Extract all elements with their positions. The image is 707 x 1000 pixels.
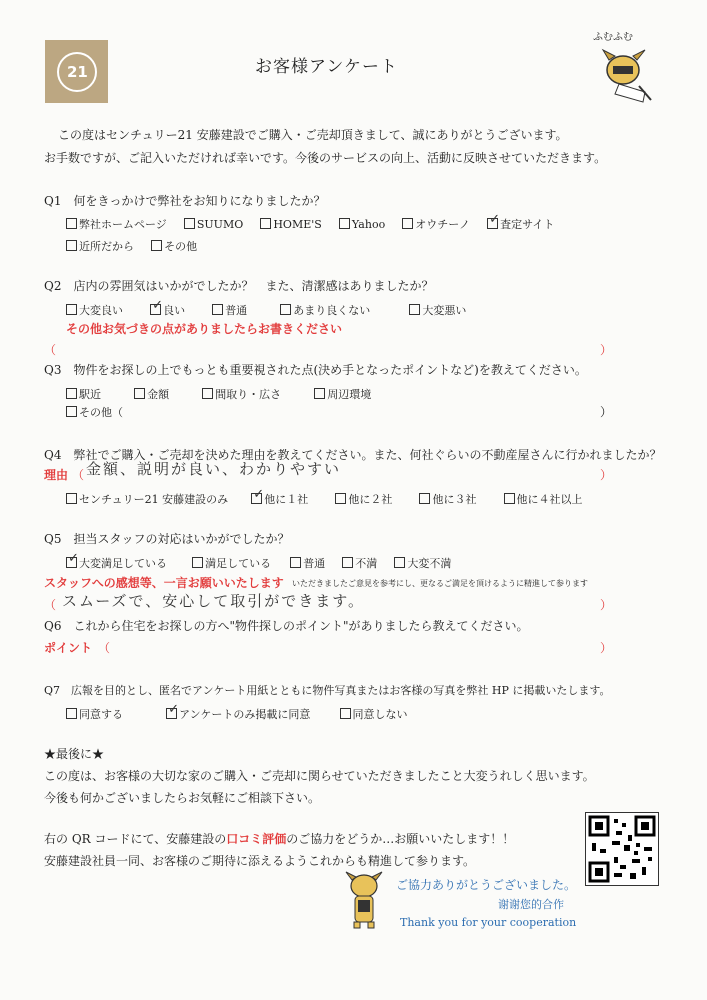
checkbox-checked[interactable]: [150, 304, 161, 315]
checkbox[interactable]: [134, 388, 145, 399]
checkbox[interactable]: [66, 388, 77, 399]
q4-options: [66, 488, 595, 507]
q5-option-satisfied[interactable]: 満足している: [192, 555, 271, 571]
logo-text: 21: [67, 63, 88, 81]
q5-note: スタッフへの感想等、一言お願いいたします: [44, 576, 284, 590]
q5-label: Q5 担当スタッフの対応はいかがでしたか？: [44, 532, 290, 546]
q5-answer[interactable]: スムーズで、安心して取引ができます。: [62, 592, 366, 610]
closing-line-1: この度は、お客様の大切な家のご購入・ご売却に関らせていただきましたこと大変うれしく思います。: [44, 769, 595, 783]
qr-line-1c: のご協力をどうか…お願いいたします！！: [286, 832, 515, 846]
qr-line-1a: 右の QR コードにて、安藤建設の: [44, 832, 227, 846]
q5-option-very-satisfied[interactable]: ✓大変満足している: [66, 555, 167, 571]
q6-note: ポイント: [44, 641, 93, 655]
checkbox[interactable]: [66, 493, 77, 504]
q3-option-station[interactable]: 駅近: [66, 386, 101, 402]
thanks-english: Thank you for your cooperation: [400, 916, 577, 929]
q3-option-other[interactable]: その他（: [66, 404, 123, 420]
q1-option-homes[interactable]: HOME'S: [260, 218, 321, 231]
checkbox[interactable]: [66, 304, 77, 315]
q6-comment-field[interactable]: [112, 641, 598, 655]
checkbox[interactable]: [339, 218, 350, 229]
q4-option-only-us[interactable]: センチュリー21 安藤建設のみ: [66, 491, 228, 507]
q4-close-paren: ）: [600, 468, 613, 482]
q7-label: Q7 広報を目的とし、匿名でアンケート用紙とともに物件写真またはお客様の写真を弊社 HP に掲載いたします。: [44, 684, 611, 697]
q2-comment-field[interactable]: [60, 343, 600, 357]
checkbox[interactable]: [151, 240, 162, 251]
intro-line-1: この度はセンチュリー21 安藤建設でご購入・ご売却頂きまして、誠にありがとうございます。: [58, 128, 568, 142]
q2-note: その他お気づきの点がありましたらお書きください: [66, 322, 343, 336]
q3-option-layout[interactable]: 間取り・広さ: [202, 386, 281, 402]
q7-option-survey-only[interactable]: ✓ アンケートのみ掲載に同意: [166, 706, 310, 722]
checkbox-checked[interactable]: [166, 708, 177, 719]
q4-option-4plus[interactable]: 他に４社以上: [504, 491, 583, 507]
q5-option-normal[interactable]: 普通: [290, 555, 325, 571]
q4-option-2[interactable]: 他に２社: [335, 491, 392, 507]
q4-option-1[interactable]: ✓ 他に１社: [251, 491, 308, 507]
q1-option-other[interactable]: その他: [151, 238, 197, 254]
checkbox[interactable]: [290, 557, 301, 568]
checkbox[interactable]: [66, 240, 77, 251]
checkbox[interactable]: [202, 388, 213, 399]
checkbox[interactable]: [335, 493, 346, 504]
q2-options: [66, 299, 478, 318]
checkbox[interactable]: [340, 708, 351, 719]
q5-note-small: いただきましたご意見を参考にし、更なるご満足を頂けるように精進して参ります: [292, 579, 588, 588]
mascot-writing-illustration: [585, 28, 665, 108]
q4-open-paren: （: [72, 468, 85, 482]
checkbox[interactable]: [66, 218, 77, 229]
checkbox[interactable]: [192, 557, 203, 568]
checkbox[interactable]: [394, 557, 405, 568]
checkbox[interactable]: [342, 557, 353, 568]
checkbox[interactable]: [66, 708, 77, 719]
qr-line-2: 安藤建設社員一同、お客様のご期待に添えるようこれからも精進して参ります。: [44, 854, 476, 868]
q1-options-row1: [66, 213, 566, 232]
q2-close-paren: ）: [600, 343, 613, 357]
q7-options: [66, 703, 420, 722]
checkbox[interactable]: [260, 218, 271, 229]
q2-option-not-good[interactable]: あまり良くない: [280, 302, 370, 318]
q2-label: Q2 店内の雰囲気はいかがでしたか？ また、清潔感はありましたか？: [44, 279, 434, 293]
q3-label: Q3 物件をお探しの上でもっとも重要視された点(決め手となったポイントなど)を教えてください。: [44, 363, 587, 377]
thanks-japanese: ご協力ありがとうございました。: [396, 878, 577, 892]
q1-label: Q1 何をきっかけで弊社をお知りになりましたか？: [44, 194, 326, 208]
qr-line-1-highlight: 口コミ評価: [226, 832, 287, 846]
checkbox[interactable]: [504, 493, 515, 504]
q4-option-3[interactable]: 他に３社: [419, 491, 476, 507]
q1-options-row2: [66, 235, 209, 254]
q6-open-paren: （: [98, 641, 111, 655]
checkbox[interactable]: [402, 218, 413, 229]
qr-code[interactable]: [585, 812, 659, 886]
closing-heading: ★最後に★: [44, 747, 105, 761]
checkbox[interactable]: [419, 493, 430, 504]
q6-label: Q6 これから住宅をお探しの方へ"物件探しのポイント"がありましたら教えてください。: [44, 619, 529, 633]
q2-open-paren: （: [44, 343, 57, 357]
q1-option-neighbor[interactable]: 近所だから: [66, 238, 134, 254]
qr-line-1: [44, 830, 514, 847]
closing-line-2: 今後も何かございましたらお気軽にご相談下さい。: [44, 791, 321, 805]
q4-reason-answer[interactable]: 金額、説明が良い、わかりやすい: [86, 460, 342, 478]
checkbox-checked[interactable]: [251, 493, 262, 504]
q6-close-paren: ）: [600, 641, 613, 655]
q1-option-yahoo[interactable]: Yahoo: [339, 218, 385, 231]
q2-option-very-bad[interactable]: 大変悪い: [409, 302, 466, 318]
q3-option-price[interactable]: 金額: [134, 386, 169, 402]
page-title: お客様アンケート: [255, 57, 398, 77]
q3-option-environment[interactable]: 周辺環境: [314, 386, 371, 402]
q1-option-ouchino[interactable]: オウチーノ: [402, 216, 470, 232]
q5-option-very-unsatisfied[interactable]: 大変不満: [394, 555, 451, 571]
checkbox[interactable]: [280, 304, 291, 315]
mascot-bowing-illustration: [340, 868, 388, 930]
q5-option-unsatisfied[interactable]: 不満: [342, 555, 377, 571]
q1-option-satei[interactable]: ✓ 査定サイト: [487, 216, 554, 232]
checkbox-checked[interactable]: [66, 557, 77, 568]
q2-option-good[interactable]: ✓ 良い: [150, 302, 185, 318]
checkbox[interactable]: [314, 388, 325, 399]
q4-label: Q4 弊社でご購入・ご売却を決めた理由を教えてください。また、何社ぐらいの不動産屋さんに行かれましたか？: [44, 448, 662, 462]
q2-option-very-good[interactable]: 大変良い: [66, 302, 123, 318]
checkbox[interactable]: [212, 304, 223, 315]
q4-reason-label: 理由: [44, 468, 69, 482]
q5-open-paren: （: [44, 598, 57, 612]
q5-close-paren: ）: [600, 598, 613, 612]
checkbox-checked[interactable]: [487, 218, 498, 229]
q7-option-disagree[interactable]: 同意しない: [340, 706, 408, 722]
thanks-chinese: 谢谢您的合作: [498, 898, 564, 911]
intro-line-2: お手数ですが、ご記入いただければ幸いです。今後のサービスの向上、活動に反映させていただきます。: [44, 151, 607, 165]
q3-options: [66, 383, 383, 402]
mascot-caption: ふむふむ: [593, 32, 633, 43]
q7-option-agree[interactable]: 同意する: [66, 706, 123, 722]
century21-logo: [45, 40, 108, 103]
q5-options: [66, 552, 463, 571]
q1-option-suumo[interactable]: SUUMO: [184, 218, 243, 231]
q3-close-paren: ）: [600, 405, 613, 419]
q1-option-hp[interactable]: 弊社ホームページ: [66, 216, 167, 232]
checkbox[interactable]: [66, 406, 77, 417]
checkbox[interactable]: [184, 218, 195, 229]
q2-option-normal[interactable]: 普通: [212, 302, 247, 318]
checkbox[interactable]: [409, 304, 420, 315]
